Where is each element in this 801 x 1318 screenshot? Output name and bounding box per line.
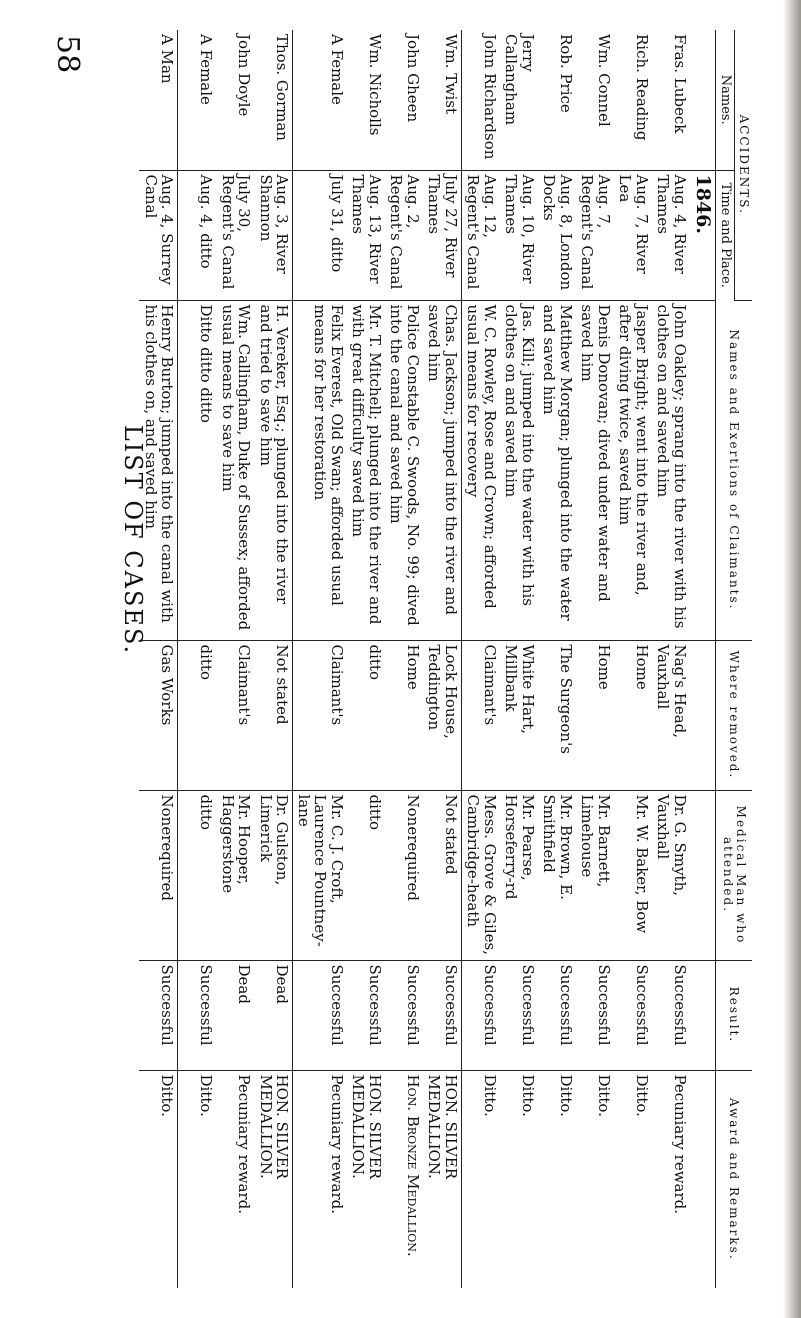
row-time: Aug. 3, River Shannon (254, 170, 293, 300)
row-name: Rich. Reading (614, 30, 652, 170)
page-number: 58 (50, 35, 85, 74)
claimants-header: Names and Exertions of Claimants. (715, 300, 752, 640)
row-name: John Richardson (461, 30, 500, 170)
row-where: Home (576, 640, 614, 790)
row-name: Jerry Callangham (500, 30, 538, 170)
row-result: Dead (254, 960, 293, 1070)
row-medical: Mr. C. J. Croft, Laurence Pountney-lane (293, 790, 347, 960)
table-row (652, 30, 690, 1288)
row-result: Successful (347, 960, 385, 1070)
row-award: Pecuniary reward. (293, 1070, 347, 1288)
row-time: July 30, Regent's Canal (216, 170, 254, 300)
table-row (614, 30, 652, 1288)
row-medical: Dr. G. Smyth, Vauxhall (652, 790, 690, 960)
cases-table-rotated (112, 30, 752, 1288)
row-claimant: John Oakley; sprang into the river with his clothes on and saved him (652, 300, 690, 640)
row-award: Ditto. (178, 1070, 217, 1288)
row-where: Claimant's (293, 640, 347, 790)
row-result: Successful (614, 960, 652, 1070)
table-row (500, 30, 538, 1288)
row-name: Fras. Lubeck (652, 30, 690, 170)
row-name: Wm. Twist (423, 30, 462, 170)
row-award: Ditto. (556, 1074, 575, 1117)
row-where: Home (385, 640, 423, 790)
row-claimant: W. C. Rowley, Rose and Crown; afforded usual means for recovery (461, 300, 500, 640)
row-medical: Mr. Brown, E. Smithfield (538, 790, 576, 960)
row-result: Successful (178, 960, 217, 1070)
row-award: Ditto. (158, 1074, 177, 1117)
row-result: Successful (423, 960, 462, 1070)
row-time: Aug. 12, Regent's Canal (461, 170, 500, 300)
row-where: Claimant's (216, 640, 254, 790)
row-name: A Female (293, 30, 347, 170)
table-row (423, 30, 462, 1288)
table-row (461, 30, 500, 1288)
row-award: HON. SILVER MEDALLION. (256, 1074, 292, 1180)
row-where: White Hart, Millbank (500, 640, 538, 790)
row-where: ditto (347, 640, 385, 790)
row-claimant: Chas. Jackson; jumped into the river and saved him (423, 300, 462, 640)
row-award: Pecuniary reward. (235, 1074, 254, 1215)
row-result: Successful (538, 960, 576, 1070)
cases-table (139, 30, 752, 1288)
row-where: The Surgeon's (538, 640, 576, 790)
table-row (293, 30, 347, 1288)
row-time: Aug. 7, River Lea (614, 170, 652, 300)
row-medical: Dr. Gulston, Limerick (254, 790, 293, 960)
row-time: Aug. 8, London Docks (538, 170, 576, 300)
row-time: Aug. 4, Surrey Canal (139, 170, 178, 300)
row-award: Ditto. (632, 1074, 651, 1117)
row-where: ditto (178, 640, 217, 790)
row-name: Wm. Connel (576, 30, 614, 170)
table-row (576, 30, 614, 1288)
row-time: Aug. 4, River Thames (652, 170, 690, 300)
row-medical: Nonerequired (139, 790, 178, 960)
row-where: Nag's Head, Vauxhall (652, 640, 690, 790)
year-label: 1846. (690, 170, 715, 300)
row-claimant: Henry Burton; jumped into the canal with his clothes on, and saved him (139, 300, 178, 640)
medical-header: Medical Man who attended. (715, 790, 752, 960)
row-result: Successful (461, 960, 500, 1070)
table-row (254, 30, 293, 1288)
row-claimant: Ditto ditto ditto (178, 300, 217, 640)
row-award: HON. SILVER MEDALLION. (425, 1074, 460, 1180)
row-time: Aug. 2, Regent's Canal (385, 170, 423, 300)
row-medical: Not stated (423, 790, 462, 960)
row-claimant: H. Vereker, Esq.; plunged into the river and tried to save him (254, 300, 293, 640)
row-where: Not stated (254, 640, 293, 790)
row-medical: ditto (347, 790, 385, 960)
row-claimant: Denis Donovan; dived under water and saved him (576, 300, 614, 640)
row-medical: ditto (178, 790, 217, 960)
row-claimant: Matthew Morgan; plunged into the water and saved him (538, 300, 576, 640)
row-award: Ditto. (594, 1074, 613, 1117)
where-removed-header: Where removed. (715, 640, 752, 790)
table-row (538, 30, 576, 1288)
row-claimant: Mr. T. Mitchell; plunged into the river and with great difficulty saved him (347, 300, 385, 640)
table-row (347, 30, 385, 1288)
row-where: Gas Works (139, 640, 178, 790)
table-row (216, 30, 254, 1288)
row-medical: Mr. Hooper, Haggerstone (216, 790, 254, 960)
row-time: Aug. 10, River Thames (500, 170, 538, 300)
time-place-header: Time and Place. (715, 170, 734, 300)
row-name: Thos. Gorman (254, 30, 293, 170)
row-where: Lock House, Teddington (423, 640, 462, 790)
row-name: Rob. Price (538, 30, 576, 170)
row-medical: Mr. Barnett, Limehouse (576, 790, 614, 960)
accidents-header: ACCIDENTS. (734, 30, 752, 300)
row-result: Dead (216, 960, 254, 1070)
row-name: John Gheen (385, 30, 423, 170)
table-row (139, 30, 178, 1288)
row-medical: Mr. Pearse, Horseferry-rd (500, 790, 538, 960)
row-name: John Doyle (216, 30, 254, 170)
row-award: Ditto. (461, 1070, 500, 1288)
row-medical: Mess. Grove & Giles, Cambridge-heath (461, 790, 500, 960)
row-name: A Man (139, 30, 178, 170)
row-claimant: Jasper Bright; went into the river and, after diving twice, saved him (614, 300, 652, 640)
row-where: Claimant's (461, 640, 500, 790)
row-medical: Nonerequired (385, 790, 423, 960)
row-claimant: Jas. Kill; jumped into the water with his clothes on and saved him (500, 300, 538, 640)
row-result: Successful (293, 960, 347, 1070)
award-header: Award and Remarks. (715, 1070, 752, 1288)
row-claimant: Felix Everest, Old Swan; afforded usual means for her restoration (293, 300, 347, 640)
row-award: HON. SILVER MEDALLION. (349, 1074, 384, 1180)
row-name: Wm. Nicholls (347, 30, 385, 170)
row-medical: Mr. W. Baker, Bow (614, 790, 652, 960)
row-time: Aug. 13, River Thames (347, 170, 385, 300)
row-result: Successful (139, 960, 178, 1070)
row-time: July 27, River Thames (423, 170, 462, 300)
row-award: Pecuniary reward. (670, 1074, 689, 1215)
page-heading: LIST OF CASES. (119, 424, 147, 656)
table-row (178, 30, 217, 1288)
page-edge-shadow (783, 0, 801, 1318)
row-award: Ditto. (518, 1074, 537, 1117)
row-time: Aug. 7, Regent's Canal (576, 170, 614, 300)
result-header: Result. (715, 960, 752, 1070)
row-result: Successful (652, 960, 690, 1070)
row-time: July 31, ditto (293, 170, 347, 300)
row-result: Successful (385, 960, 423, 1070)
row-claimant: Police Constable C. Swoods, No. 99; dived into the canal and saved him (385, 300, 423, 640)
table-row (385, 30, 423, 1288)
row-result: Successful (576, 960, 614, 1070)
row-name: A Female (178, 30, 217, 170)
year-spacer (690, 30, 715, 170)
row-where: Home (614, 640, 652, 790)
row-time: Aug. 4, ditto (178, 170, 217, 300)
row-result: Successful (500, 960, 538, 1070)
row-claimant: Wm. Callingham, Duke of Sussex; afforded usual means to save him (216, 300, 254, 640)
row-award: Hon. Bronze Medallion. (403, 1074, 422, 1257)
names-header: Names. (715, 30, 734, 170)
